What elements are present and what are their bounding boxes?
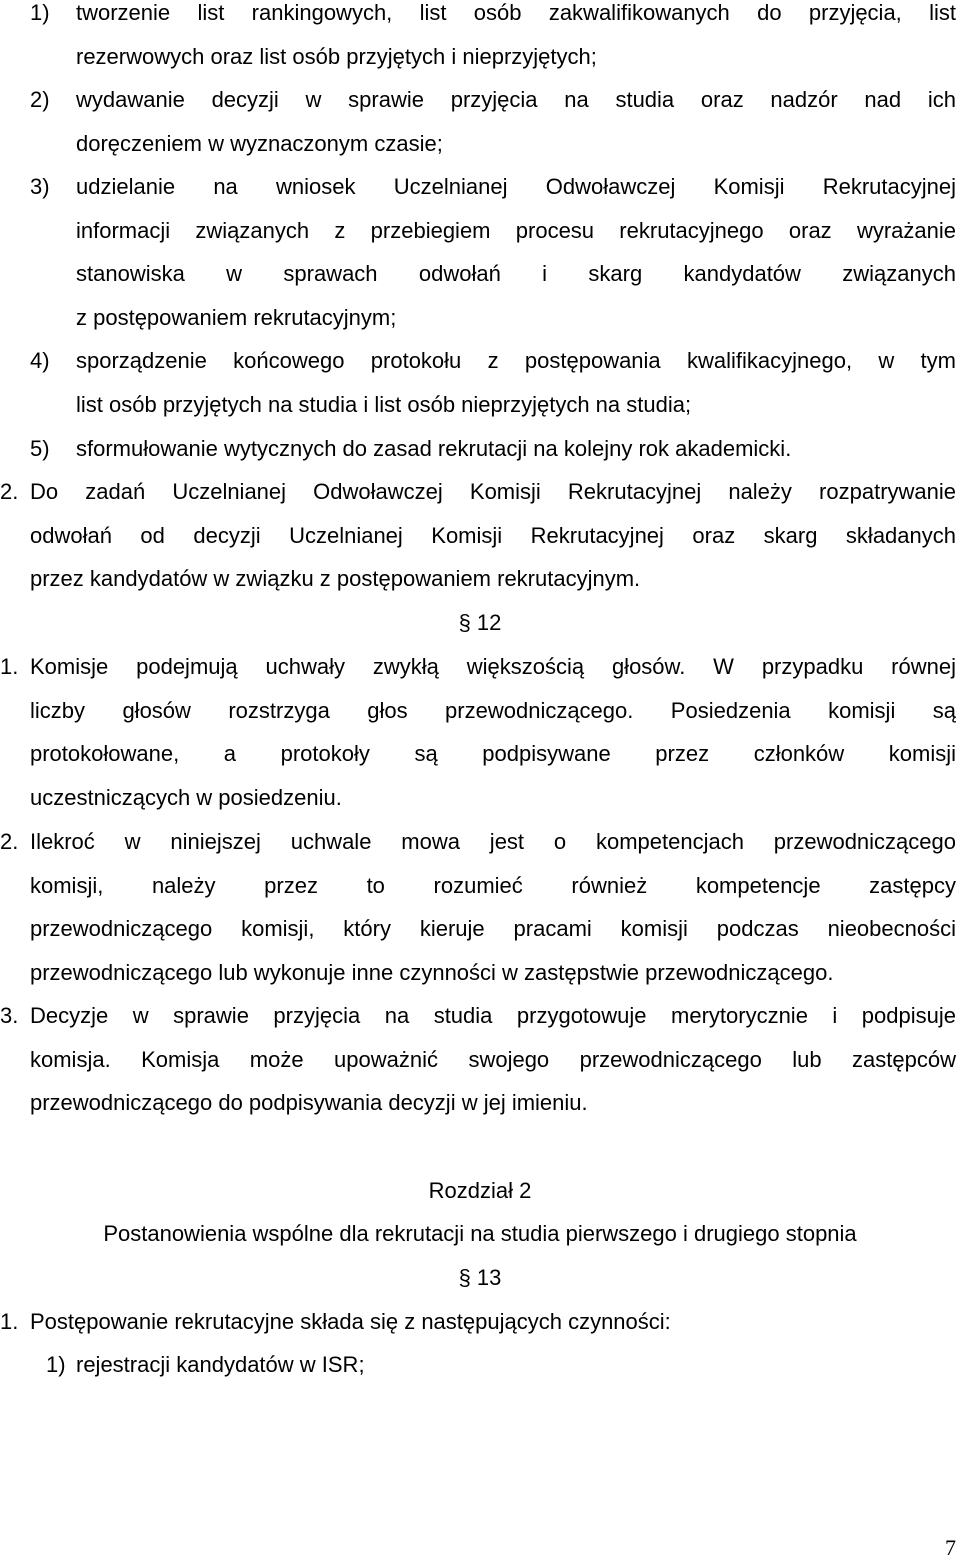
list-item-text: wydawanie decyzji w sprawie przyjęcia na studia oraz nadzór nad ich <box>76 87 956 112</box>
paragraph <box>0 1300 956 1344</box>
paragraph-text: Postępowanie rekrutacyjne składa się z następujących czynności: <box>30 1309 671 1334</box>
paragraph-text: Komisje podejmują uchwały zwykłą większością głosów. W przypadku równej <box>30 654 956 679</box>
list-item <box>30 0 956 78</box>
paragraph-text: przez kandydatów w związku z postępowaniem rekrutacyjnym. <box>30 566 641 592</box>
list-item-text: sformułowanie wytycznych do zasad rekrutacji na kolejny rok akademicki. <box>76 436 792 461</box>
list-item-text: sporządzenie końcowego protokołu z postępowania kwalifikacyjnego, w tym <box>76 348 956 373</box>
paragraph-number: 2. <box>0 829 19 854</box>
list-item-text: udzielanie na wniosek Uczelnianej Odwoławczej Komisji Rekrutacyjnej <box>76 174 956 199</box>
list-item-text: z postępowaniem rekrutacyjnym; <box>76 304 397 330</box>
list-item-number: 1) <box>30 0 50 25</box>
list-item-text: doręczeniem w wyznaczonym czasie; <box>76 130 443 156</box>
list-item-number: 3) <box>30 174 50 199</box>
paragraph <box>0 820 956 994</box>
section-heading: § 13 <box>458 1265 502 1290</box>
paragraph-number: 1. <box>0 1309 19 1334</box>
chapter-heading: Rozdział 2 <box>428 1178 532 1203</box>
chapter-title: Postanowienia wspólne dla rekrutacji na studia pierwszego i drugiego stopnia <box>103 1221 857 1246</box>
paragraph <box>0 470 956 601</box>
paragraph-text: Ilekroć w niniejszej uchwale mowa jest o kompetencjach przewodniczącego <box>30 829 956 854</box>
paragraph-text: Do zadań Uczelnianej Odwoławczej Komisji Rekrutacyjnej należy rozpatrywanie <box>30 479 956 504</box>
list-item-number: 5) <box>30 436 50 461</box>
list-item-number: 1) <box>46 1352 66 1377</box>
paragraph-text: liczby głosów rozstrzyga głos przewodniczącego. Posiedzenia komisji są <box>30 697 956 723</box>
page-number: 7 <box>945 1535 956 1560</box>
list-item-number: 2) <box>30 87 50 112</box>
section-heading: § 12 <box>458 610 502 635</box>
paragraph-text: przewodniczącego komisji, który kieruje pracami komisji podczas nieobecności <box>30 916 956 942</box>
paragraph-text: protokołowane, a protokoły są podpisywane przez członków komisji <box>30 741 956 767</box>
list-item-text: tworzenie list rankingowych, list osób zakwalifikowanych do przyjęcia, list <box>76 0 956 25</box>
paragraph-text: komisja. Komisja może upoważnić swojego przewodniczącego lub zastępców <box>30 1046 956 1072</box>
list-item <box>30 78 956 165</box>
paragraph-text: uczestniczących w posiedzeniu. <box>30 784 342 810</box>
paragraph-text: komisji, należy przez to rozumieć również kompetencje zastępcy <box>30 872 956 898</box>
paragraph-text: odwołań od decyzji Uczelnianej Komisji Rekrutacyjnej oraz skarg składanych <box>30 522 956 548</box>
paragraph-number: 2. <box>0 479 19 504</box>
list-item-text: stanowiska w sprawach odwołań i skarg kandydatów związanych <box>76 261 956 287</box>
list-item-text: rezerwowych oraz list osób przyjętych i nieprzyjętych; <box>76 43 597 69</box>
paragraph-number: 1. <box>0 654 19 679</box>
list-item <box>30 165 956 339</box>
list-item <box>30 339 956 426</box>
paragraph <box>0 645 956 819</box>
paragraph-text: przewodniczącego lub wykonuje inne czynności w zastępstwie przewodniczącego. <box>30 959 834 985</box>
list-item-text: rejestracji kandydatów w ISR; <box>76 1352 365 1377</box>
list-item-text: informacji związanych z przebiegiem procesu rekrutacyjnego oraz wyrażanie <box>76 217 956 243</box>
paragraph <box>0 994 956 1125</box>
paragraph-number: 3. <box>0 1003 19 1028</box>
list-item-text: list osób przyjętych na studia i list osób nieprzyjętych na studia; <box>76 391 692 417</box>
list-item <box>46 1343 956 1387</box>
list-item <box>30 427 956 471</box>
list-item-number: 4) <box>30 348 50 373</box>
paragraph-text: Decyzje w sprawie przyjęcia na studia przygotowuje merytorycznie i podpisuje <box>30 1003 956 1028</box>
paragraph-text: przewodniczącego do podpisywania decyzji w jej imieniu. <box>30 1090 588 1116</box>
